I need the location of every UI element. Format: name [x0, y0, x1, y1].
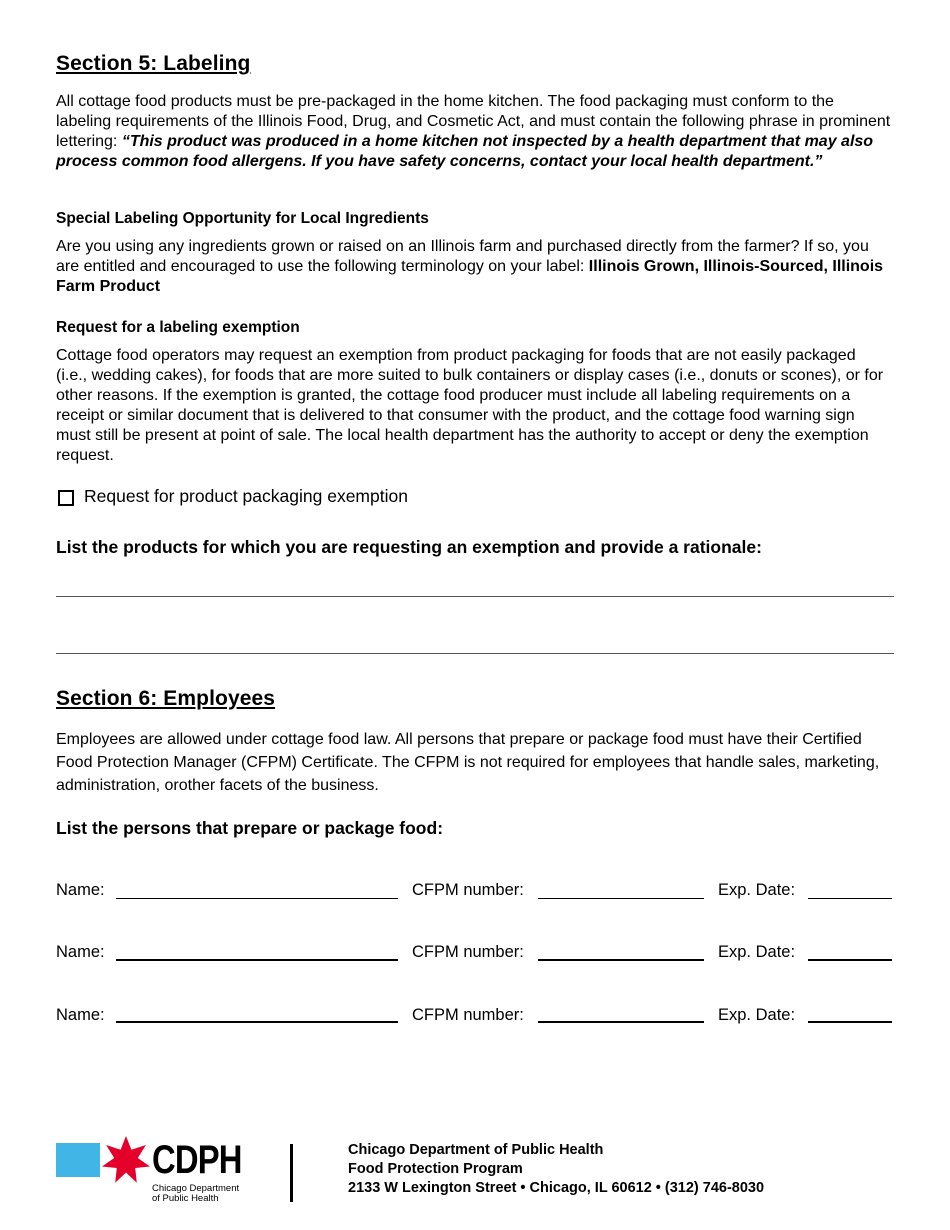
logo-subtitle-2: of Public Health: [152, 1193, 219, 1204]
exemption-body: Cottage food operators may request an exemption from product packaging for foods that are not easily packaged (i.e., wedding cakes), for foods that are more suited to bulk containers or display cases (i.e., donuts or scones), or for other reasons. If the exemption is granted, the cottage food producer must include all labeling requirements on a receipt or similar document that is delivered to that consumer with the product, and the cottage food warning sign must still be present at point of sale. The local health department has the authority to accept or deny the exemption request.: [56, 347, 884, 464]
name-field[interactable]: [116, 898, 398, 899]
cfpm-label: CFPM number:: [412, 1006, 524, 1024]
cdph-wordmark: CDPH: [152, 1138, 242, 1182]
cdph-logo: [56, 1136, 246, 1208]
packaging-exemption-label: Request for product packaging exemption: [84, 486, 408, 506]
exp-date-field[interactable]: [808, 898, 892, 899]
footer-org-name: Chicago Department of Public Health: [348, 1142, 604, 1158]
exp-date-label: Exp. Date:: [718, 943, 796, 961]
cfpm-number-field[interactable]: [538, 959, 704, 961]
name-label: Name:: [56, 1006, 105, 1024]
local-ingredients-text: Are you using any ingredients grown or raised on an Illinois farm and purchased directly from the farmer? If so, you are entitled and encouraged to use the following terminology on your label:: [56, 238, 869, 275]
exp-date-field[interactable]: [808, 1021, 892, 1023]
footer-address: 2133 W Lexington Street • Chicago, IL 60612 • (312) 746-8030: [348, 1180, 765, 1196]
local-ingredients-heading: Special Labeling Opportunity for Local Ingredients: [56, 210, 429, 227]
exemption-heading: Request for a labeling exemption: [56, 319, 300, 336]
local-ingredients-body: [56, 237, 891, 297]
exemption-answer-line-1[interactable]: [56, 596, 894, 597]
labeling-intro-text: All cottage food products must be pre-packaged in the home kitchen. The food packaging must conform to the labeling requirements of the Illinois Food, Drug, and Cosmetic Act, and must contain the following phrase in prominent lettering:: [56, 93, 891, 150]
labeling-intro: [56, 92, 891, 172]
section-5-title: Section 5: Labeling: [56, 52, 251, 75]
footer-divider: [290, 1144, 293, 1202]
name-label: Name:: [56, 881, 105, 899]
packaging-exemption-checkbox[interactable]: [58, 490, 74, 506]
exp-date-label: Exp. Date:: [718, 881, 796, 899]
section-6-title: Section 6: Employees: [56, 687, 276, 710]
employees-body: Employees are allowed under cottage food law. All persons that prepare or package food must have their Certified Food Protection Manager (CFPM) Certificate. The CFPM is not required for employees that handle sales, marketing, administration, orother facets of the business.: [56, 731, 880, 794]
exp-date-field[interactable]: [808, 959, 892, 961]
footer-program: Food Protection Program: [348, 1161, 523, 1177]
required-phrase: “This product was produced in a home kitchen not inspected by a health department that may also process common food allergens. If you have safety concerns, contact your local health department.”: [56, 133, 874, 170]
exemption-answer-line-2[interactable]: [56, 653, 894, 654]
name-field[interactable]: [116, 959, 398, 961]
logo-subtitle-1: Chicago Department: [152, 1183, 240, 1194]
exp-date-label: Exp. Date:: [718, 1006, 796, 1024]
name-label: Name:: [56, 943, 105, 961]
cfpm-label: CFPM number:: [412, 943, 524, 961]
persons-list-prompt: List the persons that prepare or package food:: [56, 818, 444, 838]
exemption-list-prompt: List the products for which you are requesting an exemption and provide a rationale:: [56, 537, 762, 557]
cfpm-number-field[interactable]: [538, 1021, 704, 1023]
cfpm-number-field[interactable]: [538, 898, 704, 899]
local-terminology: Illinois Grown, Illinois-Sourced, Illinois Farm Product: [56, 258, 884, 295]
name-field[interactable]: [116, 1021, 398, 1023]
cfpm-label: CFPM number:: [412, 881, 524, 899]
